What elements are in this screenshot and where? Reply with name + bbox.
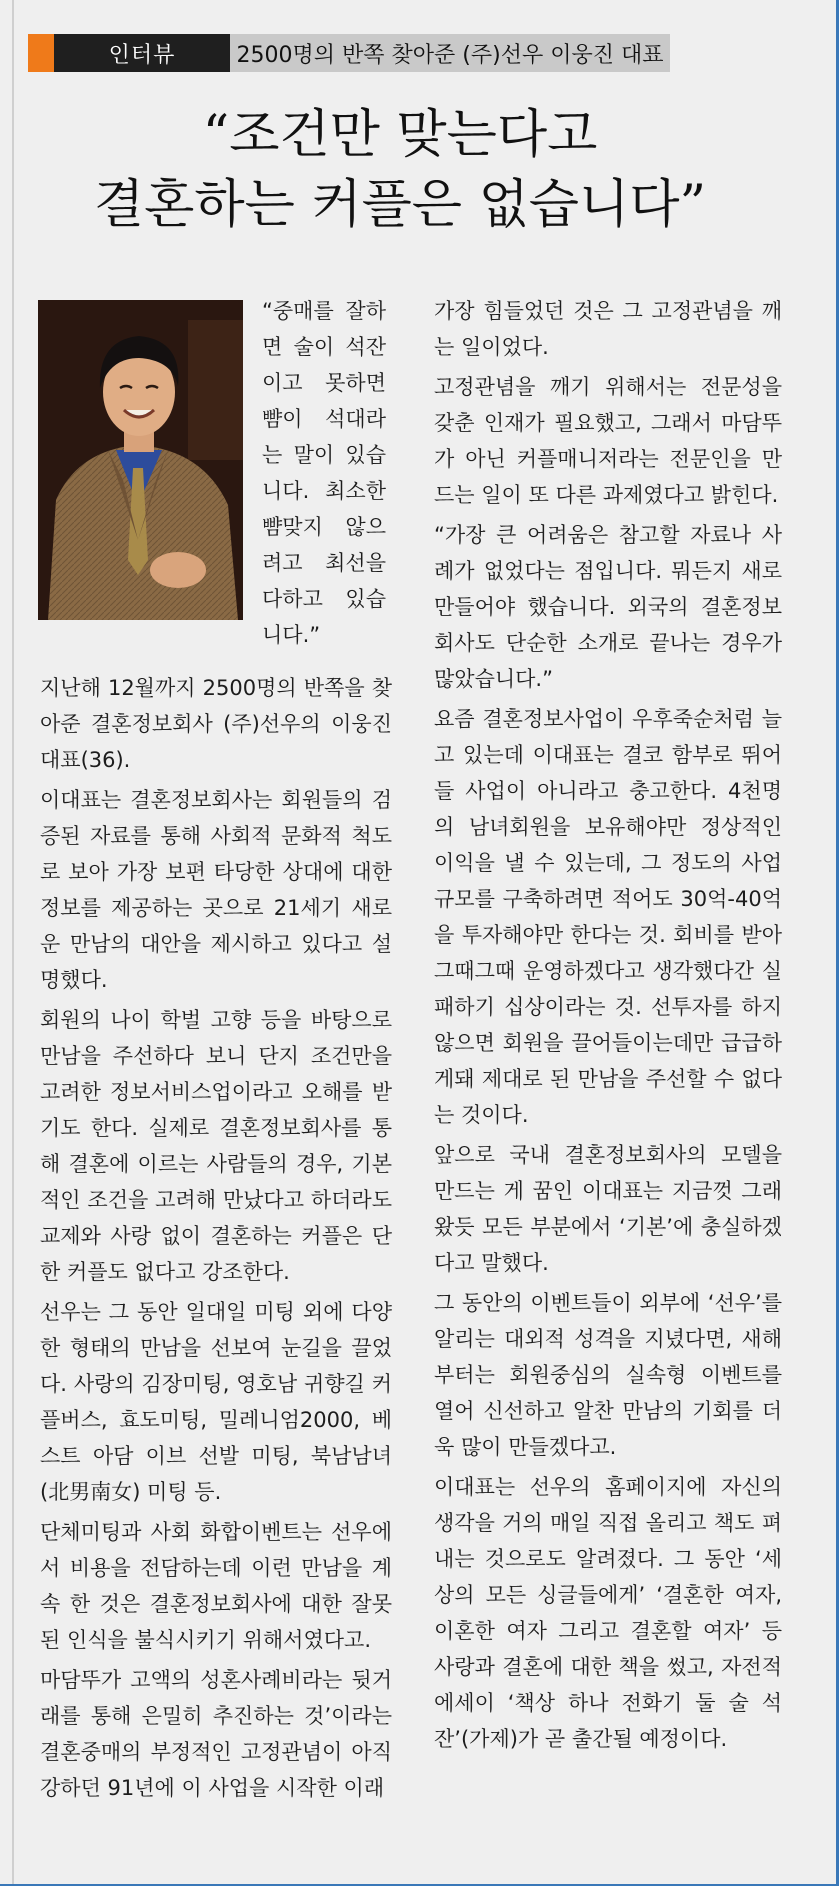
header-subtitle: 2500명의 반쪽 찾아준 (주)선우 이웅진 대표 — [230, 34, 670, 72]
pull-quote-text: “중매를 잘하면 술이 석잔이고 못하면 뺨이 석대라는 말이 있습니다. 최소한 뺨맞지 않으려고 최선을 다하고 있습니다.” — [262, 299, 386, 647]
portrait-photo — [38, 300, 243, 620]
article-paragraph: “가장 큰 어려움은 참고할 자료나 사례가 없었다는 점입니다. 뭐든지 새로 만들어야 했습니다. 외국의 결혼정보회사도 단순한 소개로 끝나는 경우가 많았습니다.” — [434, 523, 782, 691]
article-paragraph: 지난해 12월까지 2500명의 반쪽을 찾아준 결혼정보회사 (주)선우의 이웅진 대표(36). — [40, 676, 392, 772]
article-right-column — [434, 293, 782, 1761]
section-tag: 인터뷰 — [54, 34, 230, 72]
headline-line-2: 결혼하는 커플은 없습니다” — [93, 175, 707, 235]
article-paragraph: 고정관념을 깨기 위해서는 전문성을 갖춘 인재가 필요했고, 그래서 마담뚜가 아닌 커플매니저라는 전문인을 만드는 일이 또 다른 과제였다고 밝힌다. — [434, 375, 782, 507]
article-paragraph: 단체미팅과 사회 화합이벤트는 선우에서 비용을 전담하는데 이런 만남을 계속 한 것은 결혼정보회사에 대한 잘못된 인식을 불식시키기 위해서였다고. — [40, 1520, 392, 1652]
article-left-column — [40, 670, 392, 1810]
article-paragraph: 가장 힘들었던 것은 그 고정관념을 깨는 일이었다. — [434, 299, 782, 359]
article-paragraph: 회원의 나이 학벌 고향 등을 바탕으로 만남을 주선하다 보니 단지 조건만을 고려한 정보서비스업이라고 오해를 받기도 한다. 실제로 결혼정보회사를 통해 결혼에 이르는 사람들의 경우, 기본적인 조건을 고려해 만났다고 하더라도 교제와 사랑 없이 결혼하는 커플은 단 한 커플도 없다고 강조한다. — [40, 1008, 392, 1284]
header-band — [28, 34, 718, 72]
article-paragraph: 이대표는 결혼정보회사는 회원들의 검증된 자료를 통해 사회적 문화적 척도로 보아 가장 보편 타당한 상대에 대한 정보를 제공하는 곳으로 21세기 새로운 만남의 대안을 제시하고 있다고 설명했다. — [40, 788, 392, 992]
article-paragraph: 마담뚜가 고액의 성혼사례비라는 뒷거래를 통해 은밀히 추진하는 것’이라는 결혼중매의 부정적인 고정관념이 아직 강하던 91년에 이 사업을 시작한 이래 — [40, 1668, 392, 1800]
article-paragraph: 앞으로 국내 결혼정보회사의 모델을 만드는 게 꿈인 이대표는 지금껏 그래왔듯 모든 부분에서 ‘기본’에 충실하겠다고 말했다. — [434, 1143, 782, 1275]
pull-quote — [262, 293, 386, 657]
article-paragraph: 그 동안의 이벤트들이 외부에 ‘선우’를 알리는 대외적 성격을 지녔다면, 새해부터는 회원중심의 실속형 이벤트를 열어 신선하고 알찬 만남의 기회를 더욱 많이 만들겠다고. — [434, 1291, 782, 1459]
article-paragraph: 이대표는 선우의 홈페이지에 자신의 생각을 거의 매일 직접 올리고 책도 펴내는 것으로도 알려졌다. 그 동안 ‘세상의 모든 싱글들에게’ ‘결혼한 여자, 이혼한 여자 그리고 결혼할 여자’ 등 사랑과 결혼에 대한 책을 썼고, 자전적 에세이 ‘책상 하나 전화기 둘 술 석잔’(가제)가 곧 출간될 예정이다. — [434, 1475, 782, 1751]
portrait-illustration — [38, 300, 243, 620]
article-paragraph: 요즘 결혼정보사업이 우후죽순처럼 늘고 있는데 이대표는 결코 함부로 뛰어들 사업이 아니라고 충고한다. 4천명의 남녀회원을 보유해야만 정상적인 이익을 낼 수 있는데, 그 정도의 사업규모를 구축하려면 적어도 30억-40억을 투자해야만 한다는 것. 회비를 받아 그때그때 운영하겠다고 생각했다간 실패하기 십상이라는 것. 선투자를 하지 않으면 회원을 끌어들이는데만 급급하게돼 제대로 된 만남을 주선할 수 없다는 것이다. — [434, 707, 782, 1127]
headline-line-1: “조건만 맞는다고 — [202, 105, 598, 165]
section-color-marker — [28, 34, 54, 72]
left-margin-rule — [12, 0, 14, 1884]
article-paragraph: 선우는 그 동안 일대일 미팅 외에 다양한 형태의 만남을 선보여 눈길을 끌었다. 사랑의 김장미팅, 영호남 귀향길 커플버스, 효도미팅, 밀레니엄2000, 베스트 아담 이브 선발 미팅, 북남남녀(北男南女) 미팅 등. — [40, 1300, 392, 1504]
headline — [40, 100, 760, 240]
